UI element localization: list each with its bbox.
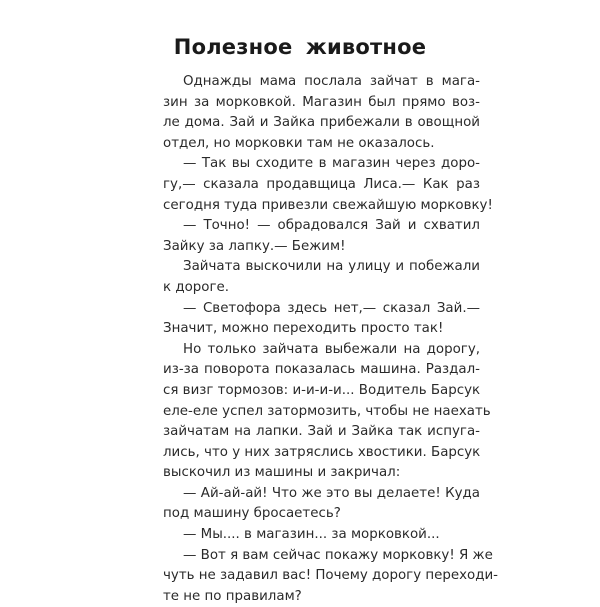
text-line: Однажды мама послала зайчат в мага- — [183, 74, 480, 89]
text-line: чуть не задавил вас! Почему дорогу переходи- — [163, 568, 499, 584]
text-line: гу,— сказала продавщица Лиса.— Как раз — [163, 176, 480, 192]
text-line: — Так вы сходите в магазин через доро- — [183, 156, 480, 172]
text-line: Значит, можно переходить просто так! — [163, 321, 444, 337]
text-line: — Ай-ай-ай! Что же это вы делаете! Куда — [183, 485, 480, 501]
text-line: сегодня туда привезли свежайшую морковку! — [163, 197, 493, 213]
text-line: ле дома. Зай и Зайка прибежали в овощной — [163, 115, 480, 131]
text-line: — Вот я вам сейчас покажу морковку! Я же — [183, 547, 493, 563]
text-line: ся визг тормозов: и-и-и-и... Водитель Барсук — [163, 382, 481, 398]
text-line: еле-еле успел затормозить, чтобы не наехать — [163, 403, 491, 419]
text-line: — Светофора здесь нет,— сказал Зай.— — [183, 300, 480, 316]
story-text — [163, 72, 499, 607]
text-line: из-за поворота показалась машина. Раздал- — [163, 362, 480, 378]
text-line: те не по правилам? — [163, 588, 302, 604]
text-line: лись, что у них затряслись хвостики. Барсук — [163, 444, 481, 460]
text-line: Но только зайчата выбежали на дорогу, — [183, 341, 480, 357]
text-line: — Точно! — обрадовался Зай и схватил — [183, 218, 480, 234]
text-line: зин за морковкой. Магазин был прямо воз- — [163, 94, 480, 110]
text-line: Зайку за лапку.— Бежим! — [163, 238, 346, 254]
text-line: отдел, но морковки там не оказалось. — [163, 135, 435, 151]
text-line: выскочил из машины и закричал: — [163, 465, 401, 481]
text-line: — Мы.... в магазин... за морковкой... — [183, 527, 440, 543]
text-line: Зайчата выскочили на улицу и побежали — [183, 259, 480, 275]
story-title: Полезное животное — [173, 35, 427, 59]
text-line: зайчатам на лапки. Зай и Зайка так испуга- — [163, 424, 480, 440]
text-line: к дороге. — [163, 279, 230, 295]
text-line: под машину бросаетесь? — [163, 506, 341, 522]
